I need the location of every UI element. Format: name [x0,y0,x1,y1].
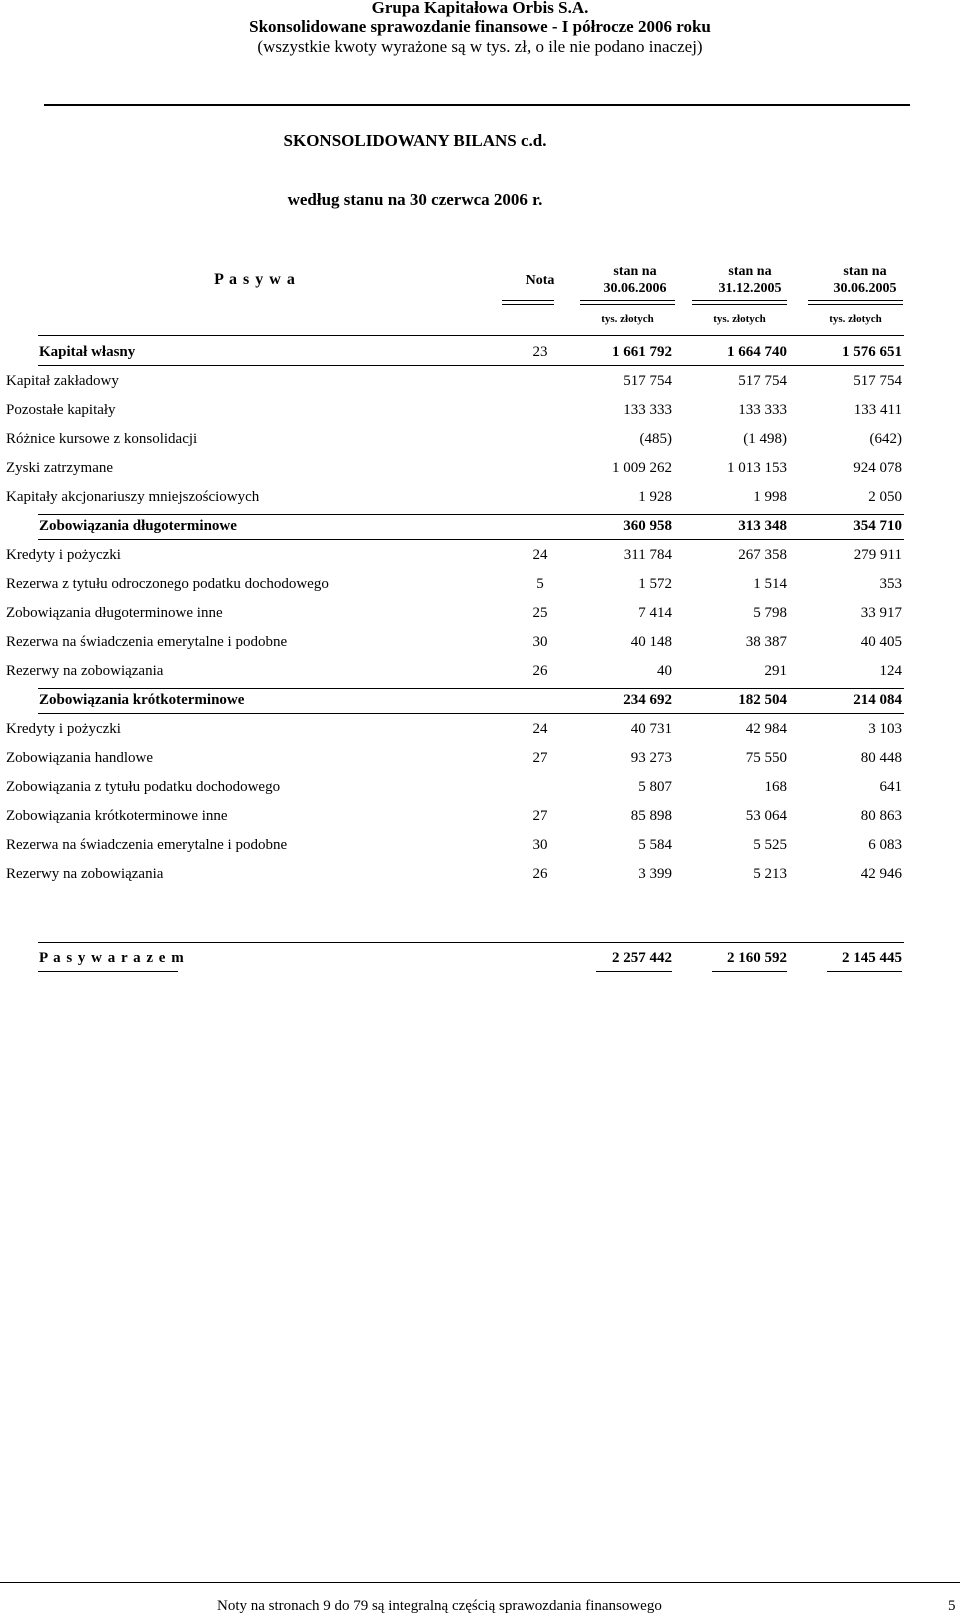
row-nota: 30 [532,634,548,650]
table-row [0,779,960,801]
row-label: Kapitał własny [39,344,136,360]
row-label: Zobowiązania długoterminowe [39,518,237,534]
row-value-31-12-2005: 5 525 [753,837,787,853]
row-value-31-12-2005: 313 348 [738,518,787,534]
row-value-30-06-2006: 3 399 [638,866,672,882]
row-label: Zyski zatrzymane [6,460,114,476]
row-value-30-06-2006: 517 754 [623,373,672,389]
row-value-30-06-2006: 40 148 [630,634,672,650]
nota-double-rule-top [502,300,554,301]
header-rule [44,104,910,106]
unit-label-2: tys. złotych [713,313,766,325]
row-value-30-06-2005: 80 448 [860,750,902,766]
row-label: Rezerwa na świadczenia emerytalne i podobne [6,837,288,853]
col1-double-rule-top [580,300,675,301]
section-underline [38,539,904,540]
row-value-30-06-2006: 360 958 [623,518,672,534]
total-value-1: 2 257 442 [612,950,672,966]
row-value-30-06-2006: 1 661 792 [612,344,672,360]
row-value-31-12-2005: 1 013 153 [727,460,787,476]
table-row [0,837,960,859]
total-value-2-underline [712,971,787,972]
column-heading-2: stan na 31.12.2005 [718,264,782,296]
row-label: Zobowiązania długoterminowe inne [6,605,223,621]
table-row [0,721,960,743]
amounts-note: (wszystkie kwoty wyrażone są w tys. zł, o ile nie podano inaczej) [257,37,703,56]
row-nota: 26 [532,663,548,679]
nota-heading: Nota [525,273,555,288]
row-value-30-06-2005: 279 911 [853,547,902,563]
row-value-30-06-2005: 133 411 [853,402,902,418]
row-label: Kredyty i pożyczki [6,721,121,737]
table-row [0,576,960,598]
total-label-underline [38,971,178,972]
row-value-31-12-2005: 38 387 [745,634,787,650]
footer-rule [0,1582,960,1583]
table-row [0,402,960,424]
col2-double-rule-top [692,300,787,301]
row-label: Zobowiązania z tytułu podatku dochodowego [6,779,281,795]
row-value-30-06-2005: 214 084 [853,692,902,708]
row-value-30-06-2005: 124 [879,663,902,679]
row-value-30-06-2005: 517 754 [853,373,902,389]
total-rule-top [38,942,904,943]
row-label: Zobowiązania krótkoterminowe [39,692,245,708]
row-value-31-12-2005: 517 754 [738,373,787,389]
row-value-30-06-2005: 6 083 [868,837,902,853]
row-value-31-12-2005: 5 798 [753,605,787,621]
row-value-30-06-2006: 1 572 [638,576,672,592]
row-label: Pozostałe kapitały [6,402,116,418]
total-value-3: 2 145 445 [842,950,902,966]
row-value-30-06-2005: 40 405 [860,634,902,650]
row-label: Różnice kursowe z konsolidacji [6,431,198,447]
row-nota: 27 [532,808,548,824]
row-value-30-06-2005: 2 050 [868,489,902,505]
row-nota: 30 [532,837,548,853]
row-nota: 23 [532,344,548,360]
row-nota: 25 [532,605,548,621]
row-value-30-06-2005: 33 917 [860,605,902,621]
row-label: Rezerwa z tytułu odroczonego podatku dochodowego [6,576,329,592]
row-value-30-06-2005: 1 576 651 [842,344,902,360]
row-label: Zobowiązania krótkoterminowe inne [6,808,228,824]
section-underline [38,365,904,366]
table-row [0,431,960,453]
table-row [0,605,960,627]
row-nota: 5 [536,576,544,592]
row-value-31-12-2005: (1 498) [743,431,787,447]
row-label: Kapitały akcjonariuszy mniejszościowych [6,489,260,505]
unit-label-3: tys. złotych [829,313,882,325]
row-value-30-06-2005: 42 946 [860,866,902,882]
row-value-30-06-2006: 40 [657,663,672,679]
row-value-30-06-2005: 354 710 [853,518,902,534]
section-row [0,344,960,366]
col2-double-rule-bottom [692,304,787,305]
row-value-31-12-2005: 1 514 [753,576,787,592]
table-top-rule [38,335,904,336]
unit-label-1: tys. złotych [601,313,654,325]
row-value-30-06-2006: 1 928 [638,489,672,505]
total-value-3-underline [827,971,902,972]
row-value-30-06-2006: 5 584 [638,837,672,853]
row-value-30-06-2006: 93 273 [630,750,672,766]
col3-double-rule-bottom [808,304,903,305]
row-value-30-06-2005: 80 863 [860,808,902,824]
table-row [0,373,960,395]
row-value-30-06-2005: (642) [869,431,902,447]
row-nota: 26 [532,866,548,882]
report-title: Skonsolidowane sprawozdanie finansowe - I półrocze 2006 roku [249,17,711,36]
section-row [0,692,960,714]
row-value-30-06-2006: 133 333 [623,402,672,418]
table-row [0,489,960,511]
row-value-30-06-2005: 641 [879,779,902,795]
table-row [0,663,960,685]
nota-double-rule-bottom [502,304,554,305]
row-value-30-06-2006: 7 414 [638,605,672,621]
footer-text: Noty na stronach 9 do 79 są integralną częścią sprawozdania finansowego [217,1598,662,1614]
company-name: Grupa Kapitałowa Orbis S.A. [371,0,589,17]
section-row [0,518,960,540]
row-label: Rezerwa na świadczenia emerytalne i podobne [6,634,288,650]
table-row [0,750,960,772]
row-label: Zobowiązania handlowe [6,750,154,766]
row-label: Rezerwy na zobowiązania [6,663,164,679]
row-value-30-06-2005: 924 078 [853,460,902,476]
row-value-30-06-2006: 234 692 [623,692,672,708]
row-value-31-12-2005: 168 [764,779,787,795]
statement-title: SKONSOLIDOWANY BILANS c.d. [283,131,547,150]
column-heading-1: stan na 30.06.2006 [603,264,667,296]
row-value-30-06-2006: (485) [639,431,672,447]
row-value-31-12-2005: 133 333 [738,402,787,418]
section-heading: P a s y w a [214,271,296,288]
total-value-2: 2 160 592 [727,950,787,966]
statement-date: według stanu na 30 czerwca 2006 r. [287,190,543,209]
table-row [0,866,960,888]
row-value-30-06-2005: 3 103 [868,721,902,737]
row-value-31-12-2005: 1 664 740 [727,344,787,360]
table-row [0,547,960,569]
page-number: 5 [948,1598,956,1614]
row-value-31-12-2005: 42 984 [745,721,787,737]
section-underline [38,713,904,714]
row-label: Rezerwy na zobowiązania [6,866,164,882]
section-rule [38,514,904,515]
table-row [0,460,960,482]
section-rule [38,688,904,689]
row-value-30-06-2006: 40 731 [630,721,672,737]
row-value-31-12-2005: 267 358 [738,547,787,563]
row-label: Kredyty i pożyczki [6,547,121,563]
table-row [0,634,960,656]
row-value-30-06-2005: 353 [879,576,902,592]
table-row [0,808,960,830]
row-label: Kapitał zakładowy [6,373,119,389]
row-value-31-12-2005: 5 213 [753,866,787,882]
row-nota: 24 [532,547,548,563]
row-value-30-06-2006: 85 898 [630,808,672,824]
total-value-1-underline [596,971,672,972]
row-nota: 24 [532,721,548,737]
total-label: P a s y w a r a z e m [39,950,185,966]
col3-double-rule-top [808,300,903,301]
row-value-31-12-2005: 53 064 [745,808,787,824]
row-value-31-12-2005: 75 550 [745,750,787,766]
row-value-30-06-2006: 311 784 [623,547,672,563]
row-value-30-06-2006: 5 807 [638,779,672,795]
row-value-31-12-2005: 1 998 [753,489,787,505]
column-heading-3: stan na 30.06.2005 [833,264,897,296]
row-value-31-12-2005: 182 504 [738,692,787,708]
row-value-31-12-2005: 291 [764,663,787,679]
row-nota: 27 [532,750,548,766]
row-value-30-06-2006: 1 009 262 [612,460,672,476]
col1-double-rule-bottom [580,304,675,305]
